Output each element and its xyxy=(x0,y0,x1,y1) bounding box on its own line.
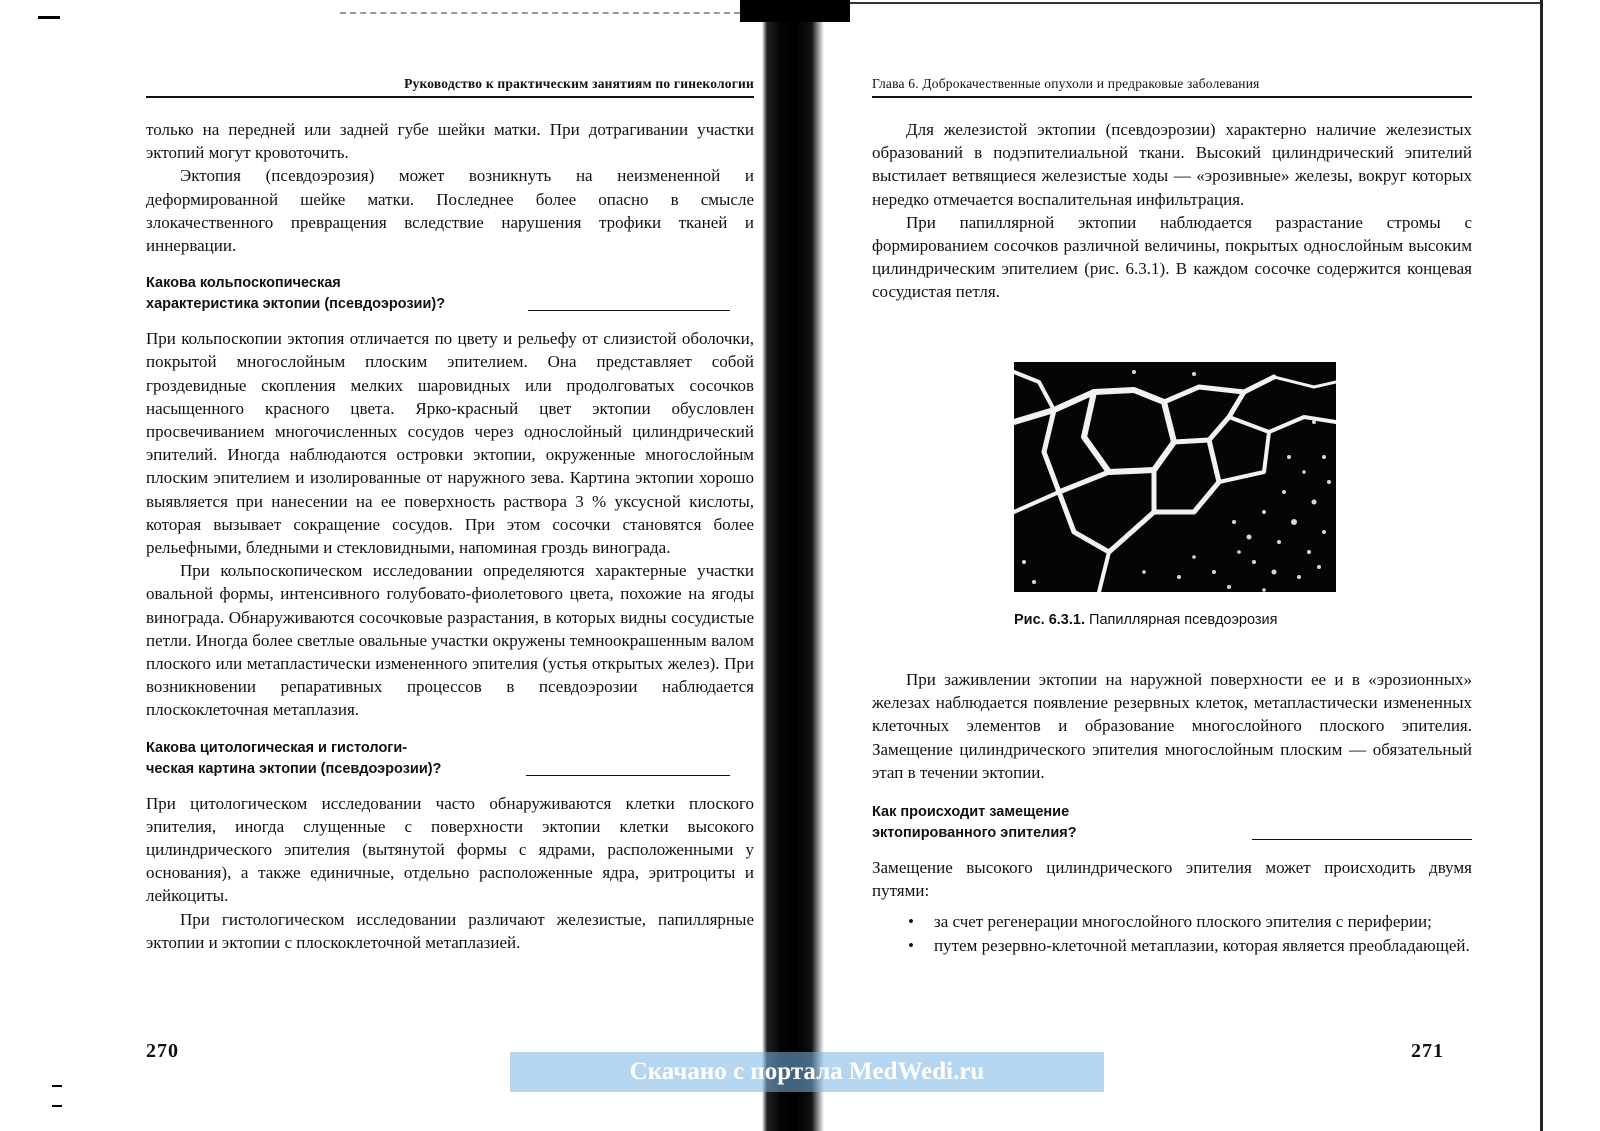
scan-edge-line xyxy=(1540,0,1543,1131)
figure-caption-text: Папиллярная псевдоэрозия xyxy=(1089,612,1278,628)
figure-papillary-pseudoerosion xyxy=(1014,362,1336,592)
paragraph: При кольпоскопии эктопия отличается по цвету и рельефу от слизистой оболочки, покрытой многослойным плоским эпителием. Она представляет собой гроздевидные скопления мелких шаровидных или продолговатых сосочков насыщенного красного цвета. Ярко-красный цвет эктопии обусловлен просвечиванием многочисленных сосудов через однослойный цилиндрический эпителий. Иногда наблюдаются островки эктопии, окруженные многослойным плоским эпителием и изолированные от наружного зева. Картина эктопии хорошо выявляется при нанесении на ее поверхность раствора 3 % уксусной кислоты, которая вызывает сокращение сосудов. При этом сосочки становятся более рельефными, бледными и стекловидными, напоминая гроздь винограда. xyxy=(146,329,754,558)
left-page-body xyxy=(146,118,754,954)
scan-dash-artifact xyxy=(340,12,740,16)
running-head: Глава 6. Доброкачественные опухоли и предраковые заболевания xyxy=(872,76,1472,98)
section-question xyxy=(146,273,754,315)
list-item: • за счет регенерации многослойного плоского эпителия с периферии; xyxy=(934,910,1472,933)
scan-mark xyxy=(52,1085,62,1087)
paragraph: При заживлении эктопии на наружной поверхности ее и в «эрозионных» железах наблюдается появление резервных клеток, метапластически измененных клеточных элементов и образование многослойного плоского эпителия. Замещение цилиндрического эпителия многослойным плоским — обязательный этап в течении эктопии. xyxy=(872,670,1472,782)
page-number: 271 xyxy=(1411,1040,1444,1062)
running-head: Руководство к практическим занятиям по гинекологии xyxy=(146,76,754,98)
figure-caption xyxy=(1014,612,1344,628)
question-line: Как происходит замещение xyxy=(872,804,1070,821)
page-number: 270 xyxy=(146,1040,179,1062)
micrograph-image xyxy=(1014,362,1336,592)
question-line: эктопированного эпителия? xyxy=(872,825,1077,842)
paragraph: Для железистой эктопии (псевдоэрозии) характерно наличие железистых образований в подэпителиальной ткани. Высокий цилиндрический эпителий выстилает ветвящиеся железистые ходы — «эрозивные» железы, вокруг которых нередко отмечается воспалительная инфильтрация. xyxy=(872,120,1472,209)
right-page-body-top xyxy=(872,118,1472,304)
question-line: Какова цитологическая и гистологи- xyxy=(146,739,408,756)
paragraph: При гистологическом исследовании различают железистые, папиллярные эктопии и эктопии с плоскоклеточной метаплазией. xyxy=(146,909,754,952)
section-question xyxy=(872,802,1472,844)
watermark-banner: Скачано с портала MedWedi.ru xyxy=(510,1052,1104,1092)
question-rule xyxy=(528,310,730,311)
paragraph: При папиллярной эктопии наблюдается разрастание стромы с формированием сосочков различной величины, покрытых однослойным высоким цилиндрическим эпителием (рис. 6.3.1). В каждом сосочке содержится концевая сосудистая петля. xyxy=(872,212,1472,302)
paragraph: При кольпоскопическом исследовании определяются характерные участки овальной формы, интенсивного голубовато-фиолетового цвета, похожие на ягоды винограда. Обнаруживаются сосочковые разрастания, в которых видны сосудистые петли. Иногда более светлые овальные участки окружены темноокрашенным валом плоского или метапластически измененного эпителия (устья открытых желез). При возникновении репаративных процессов в псевдоэрозии наблюдается плоскоклеточная метаплазия. xyxy=(146,561,754,720)
paragraph: При цитологическом исследовании часто обнаруживаются клетки плоского эпителия, иногда слущенные с поверхности эктопии клетки высокого цилиндрического эпителия (вытянутой формы с ядрами, расположенными у основания), а также единичные, отдельно расположенные ядра, эритроциты и лейкоциты. xyxy=(146,793,754,906)
paragraph: Эктопия (псевдоэрозия) может возникнуть на неизмененной и деформированной шейке матки. Последнее более опасно в смысле злокачественного превращения вследствие нарушения трофики тканей и иннервации. xyxy=(146,166,754,256)
paragraph: только на передней или задней губе шейки матки. При дотрагивании участки эктопий могут кровоточить. xyxy=(146,120,754,163)
paragraph: Замещение высокого цилиндрического эпителия может происходить двумя путями: xyxy=(872,858,1472,901)
question-rule xyxy=(1252,839,1472,840)
list-item: • путем резервно-клеточной метаплазии, которая является преобладающей. xyxy=(934,934,1472,957)
book-gutter-shadow xyxy=(762,0,824,1131)
scan-mark xyxy=(38,16,60,19)
question-line: ческая картина эктопии (псевдоэрозии)? xyxy=(146,760,442,777)
scan-edge-line xyxy=(850,2,1540,4)
bullet-list xyxy=(872,910,1472,956)
question-rule xyxy=(526,775,730,776)
right-page-body-bottom xyxy=(872,668,1472,957)
figure-number: Рис. 6.3.1. xyxy=(1014,612,1085,628)
section-question xyxy=(146,738,754,780)
question-line: характеристика эктопии (псевдоэрозии)? xyxy=(146,296,446,313)
scan-mark xyxy=(52,1105,62,1107)
question-line: Какова кольпоскопическая xyxy=(146,275,341,292)
book-gutter-shadow xyxy=(740,0,850,22)
